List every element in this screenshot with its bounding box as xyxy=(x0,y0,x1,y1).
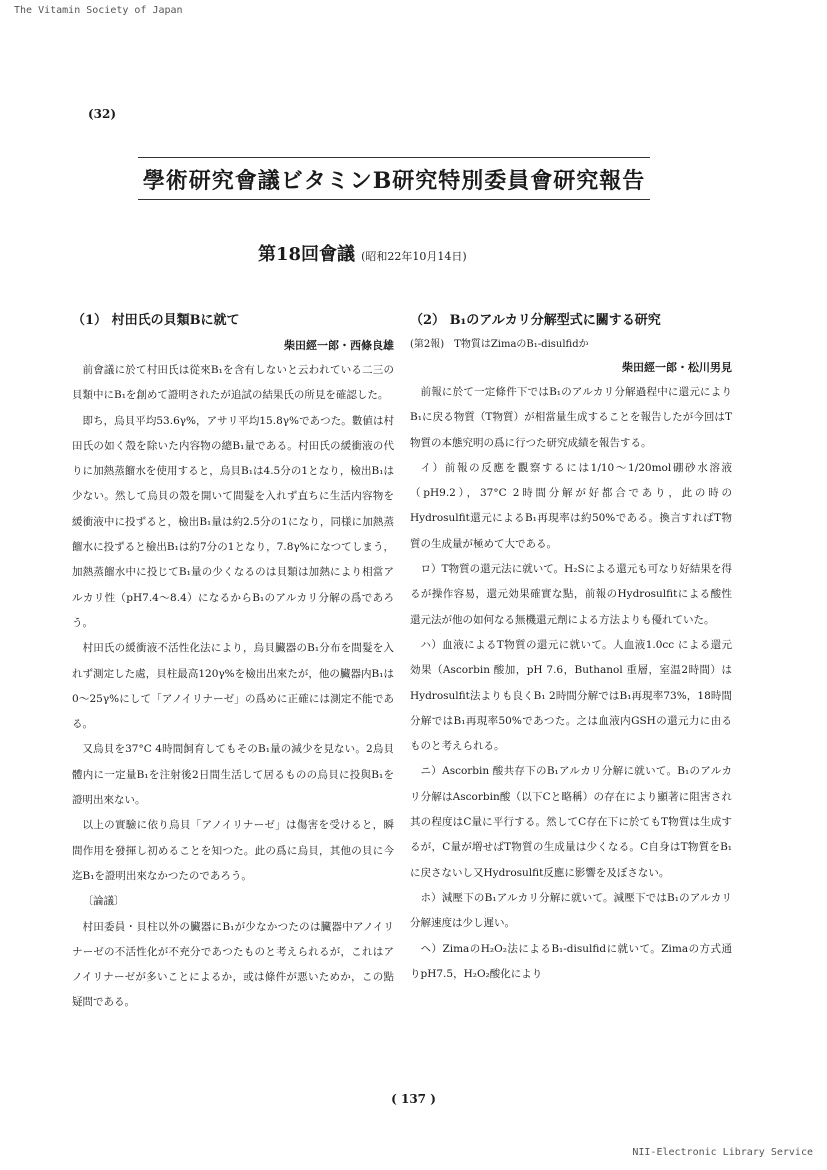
paragraph: 前報に於て一定條件下ではB₁のアルカリ分解過程中に還元によりB₁に戻る物質（T物質）が相當量生成することを報告したが今回はT物質の本態究明の爲に行つた研究成績を報告する。 xyxy=(410,386,732,449)
title-rule-top xyxy=(138,157,650,158)
paragraph: 以上の實驗に依り烏貝「アノイリナーゼ」は傷害を受けると，瞬間作用を發揮し初めることを知つた。此の爲に烏貝，其他の貝に今迄B₁を證明出來なかつたのであろう。 xyxy=(72,819,394,882)
left-column xyxy=(72,308,394,1016)
right-column xyxy=(410,308,732,987)
authors-1: 柴田經一郎・西條良雄 xyxy=(284,339,394,352)
title-rule-bottom xyxy=(138,199,650,200)
discussion-text: 村田委員・貝柱以外の臟器にB₁が少なかつたのは臟器中アノイリナーゼの不活性化が不充分であつたものと考えられるが，これはアノイリナーゼが多いことによるか，或は條件が悪いためか，この點疑問である。 xyxy=(72,920,394,1009)
section-subtitle-2: (第2報) T物質はZimaのB₁-disulfidか xyxy=(410,339,589,350)
watermark-bottom: NII-Electronic Library Service xyxy=(632,1147,813,1158)
paragraph: ヘ）ZimaのH₂O₂法によるB₁-disulfidに就いて。Zimaの方式通りpH7.5，H₂O₂酸化により xyxy=(410,942,732,980)
page-number-bottom: ( 137 ) xyxy=(391,1092,436,1106)
paragraph: イ）前報の反應を觀察するには1/10〜1/20mol硼砂水溶液（pH9.2），37°C 2時間分解が好都合であり，此の時のHydrosulfit還元によるB₁再現率は約50%である。換言すればT物質の生成量が極めて大である。 xyxy=(410,461,732,550)
meeting-title: 第18回會議 xyxy=(258,244,356,265)
section-title-2: （2） B₁のアルカリ分解型式に關する研究 xyxy=(410,313,661,328)
paragraph: ロ）T物質の還元法に就いて。H₂Sによる還元も可なり好結果を得るが操作容易，還元効果確實な點，前報のHydrosulfitによる酸性還元法が他の如何なる無機還元劑による方法よりも優れていた。 xyxy=(410,563,732,626)
meeting-heading xyxy=(258,240,467,266)
paragraph: ハ）血液によるT物質の還元に就いて。人血液1.0cc による還元効果（Ascorbin 酸加，pH 7.6，Buthanol 重層，室温2時間）はHydrosulfit法よりも良くB₁ 2時間分解ではB₁再現率73%，18時間分解ではB₁再現率50%であつた。之は血液内GSHの還元力に由るものと考えられる。 xyxy=(410,638,732,753)
paragraph: 即ち，烏貝平均53.6γ%，アサリ平均15.8γ%であつた。數値は村田氏の如く殼を除いた内容物の總B₁量である。村田氏の緩衝液の代りに加熱蒸餾水を使用すると，烏貝B₁は4.5分の1となり，檢出B₁は少ない。然して烏貝の殼を開いて間髮を入れず直ちに生活内容物を緩衝液中に投ずると，檢出B₁量は約2.5分の1になり，同様に加熱蒸餾水に投ずると檢出B₁は約7分の1となり，7.8γ%になつてしまう，加熱蒸餾水中に投じてB₁量の少くなるのは貝類は加熱により相當アルカリ性（pH7.4〜8.4）になるからB₁のアルカリ分解の爲であろう。 xyxy=(72,414,394,629)
meeting-date: (昭和22年10月14日) xyxy=(361,250,467,263)
paragraph: ホ）減壓下のB₁アルカリ分解に就いて。減壓下ではB₁のアルカリ分解速度は少し遲い。 xyxy=(410,891,732,930)
discussion-label: 〔論議〕 xyxy=(82,895,125,908)
authors-2: 柴田經一郎・松川男見 xyxy=(622,361,732,374)
paragraph: ニ）Ascorbin 酸共存下のB₁アルカリ分解に就いて。B₁のアルカリ分解はAscorbin酸（以下Cと略稱）の存在により顯著に阻害され其の程度はC量に平行する。然してC存在下に於てもT物質は生成するが，C量が増せばT物質の生成量は少くなる。C自身はT物質をB₁に戻さないし又Hydrosulfit反應に影響を及ぼさない。 xyxy=(410,765,732,879)
watermark-top: The Vitamin Society of Japan xyxy=(14,5,183,16)
page-number-top: (32) xyxy=(88,107,117,121)
paragraph: 又烏貝を37°C 4時間飼育してもそのB₁量の減少を見ない。2烏貝體内に一定量B₁を注射後2日間生活して居るものの烏貝に投與B₁を證明出來ない。 xyxy=(72,743,394,807)
main-title: 學術研究會議ビタミンB研究特別委員會研究報告 xyxy=(142,168,646,194)
paragraph: 村田氏の緩衝液不活性化法により，烏貝臟器のB₁分布を間髮を入れず測定した處，貝柱最高120γ%を檢出出來たが，他の臟器内B₁は0〜25γ%にして「アノイリナーゼ」の爲めに正確には測定不能である。 xyxy=(72,642,394,731)
section-title-1: （1） 村田氏の貝類Bに就て xyxy=(72,313,240,328)
paragraph: 前會議に於て村田氏は從來B₁を含有しないと云われている二三の貝類中にB₁を創めて證明されたが追試の結果氏の所見を確認した。 xyxy=(72,364,394,402)
